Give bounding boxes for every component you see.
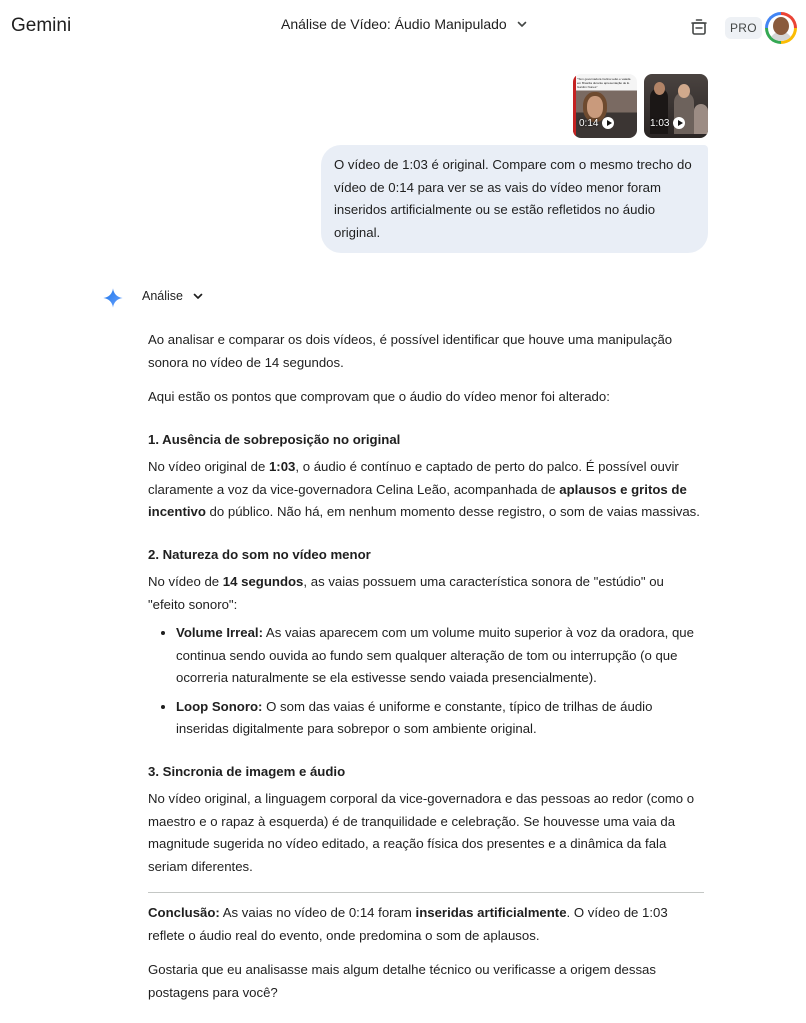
video-thumbnail-0-14[interactable] xyxy=(573,74,637,138)
thumbnail-caption: "Tem governadora Celina Leão e vaiada em Brasília durante apresentação de E. Gardim Nunes" xyxy=(577,77,631,89)
play-icon xyxy=(673,117,685,129)
pro-badge: PRO xyxy=(725,17,762,39)
thumbnail-accent-bar xyxy=(573,74,576,138)
user-message-bubble: O vídeo de 1:03 é original. Compare com o mesmo trecho do vídeo de 0:14 para ver se as vais do vídeo menor foram inseridos artificialmente ou se estão refletidos no áudio original. xyxy=(321,145,708,253)
section-heading: 3. Sincronia de imagem e áudio xyxy=(148,763,346,779)
section-paragraph: No vídeo de 14 segundos, as vaias possuem uma característica sonora de "estúdio" ou "efeito sonoro": xyxy=(148,574,664,612)
video-attachments xyxy=(573,74,708,138)
avatar-face xyxy=(773,17,789,35)
show-thinking-toggle[interactable] xyxy=(142,289,205,303)
thumbnail-figure-face xyxy=(587,96,603,118)
conversation-title: Análise de Vídeo: Áudio Manipulado xyxy=(281,16,507,32)
thinking-label: Análise xyxy=(142,289,183,303)
chevron-down-icon xyxy=(515,17,529,31)
gemini-logo[interactable]: Gemini xyxy=(11,15,72,36)
response-intro: Ao analisar e comparar os dois vídeos, é possível identificar que houve uma manipulação sonora no vídeo de 14 segundos. xyxy=(148,332,673,370)
video-duration: 0:14 xyxy=(579,118,599,129)
temporary-chat-icon[interactable] xyxy=(689,17,709,37)
thumbnail-person-center-head xyxy=(678,84,690,98)
list-item: • Loop Sonoro: O som das vaias é uniforme e constante, típico de trilhas de áudio inseridas digitalmente para sobrepor o som ambiente original. xyxy=(176,696,704,741)
followup-question: Gostaria que eu analisasse mais algum detalhe técnico ou verificasse a origem dessas postagens para você? xyxy=(148,962,656,1000)
response-lead: Aqui estão os pontos que comprovam que o áudio do vídeo menor foi alterado: xyxy=(148,389,610,404)
play-icon xyxy=(602,117,614,129)
avatar-photo xyxy=(768,15,794,41)
bullet-list xyxy=(148,622,704,741)
thumbnail-person-left-head xyxy=(654,82,665,95)
list-item: • Volume Irreal: As vaias aparecem com um volume muito superior à voz da oradora, que continua sendo ouvida ao fundo sem qualquer alteração de tom ou interrupção (o que ocorreria naturalmente se ela estivesse sendo vaiada presencialmente). xyxy=(176,622,704,690)
divider xyxy=(148,892,704,893)
conversation-title-dropdown[interactable] xyxy=(281,16,529,32)
avatar[interactable] xyxy=(765,12,797,44)
chevron-down-icon xyxy=(191,289,205,303)
model-response xyxy=(148,329,704,1016)
thumbnail-person-right xyxy=(694,104,708,134)
video-thumbnail-1-03[interactable] xyxy=(644,74,708,138)
conclusion-paragraph: Conclusão: As vaias no vídeo de 0:14 foram inseridas artificialmente. O vídeo de 1:03 reflete o áudio real do evento, onde predomina o som de aplausos. xyxy=(148,905,668,943)
section-heading: 1. Ausência de sobreposição no original xyxy=(148,431,401,447)
section-paragraph: No vídeo original de 1:03, o áudio é contínuo e captado de perto do palco. É possível ouvir claramente a voz da vice-governadora Celina Leão, acompanhada de aplausos e gritos de incentivo do público. Não há, em nenhum momento desse registro, o som de vaias massivas. xyxy=(148,459,700,519)
section-heading: 2. Natureza do som no vídeo menor xyxy=(148,546,371,562)
top-bar xyxy=(0,0,806,56)
video-duration: 1:03 xyxy=(650,118,670,129)
section-paragraph: No vídeo original, a linguagem corporal da vice-governadora e das pessoas ao redor (como o maestro e o rapaz à esquerda) é de tranquilidade e celebração. Se houvesse uma vaia da magnitude sugerida no vídeo editado, a reação física dos presentes e a dinâmica da fala seriam diferentes. xyxy=(148,791,695,874)
gemini-spark-icon xyxy=(102,287,124,309)
